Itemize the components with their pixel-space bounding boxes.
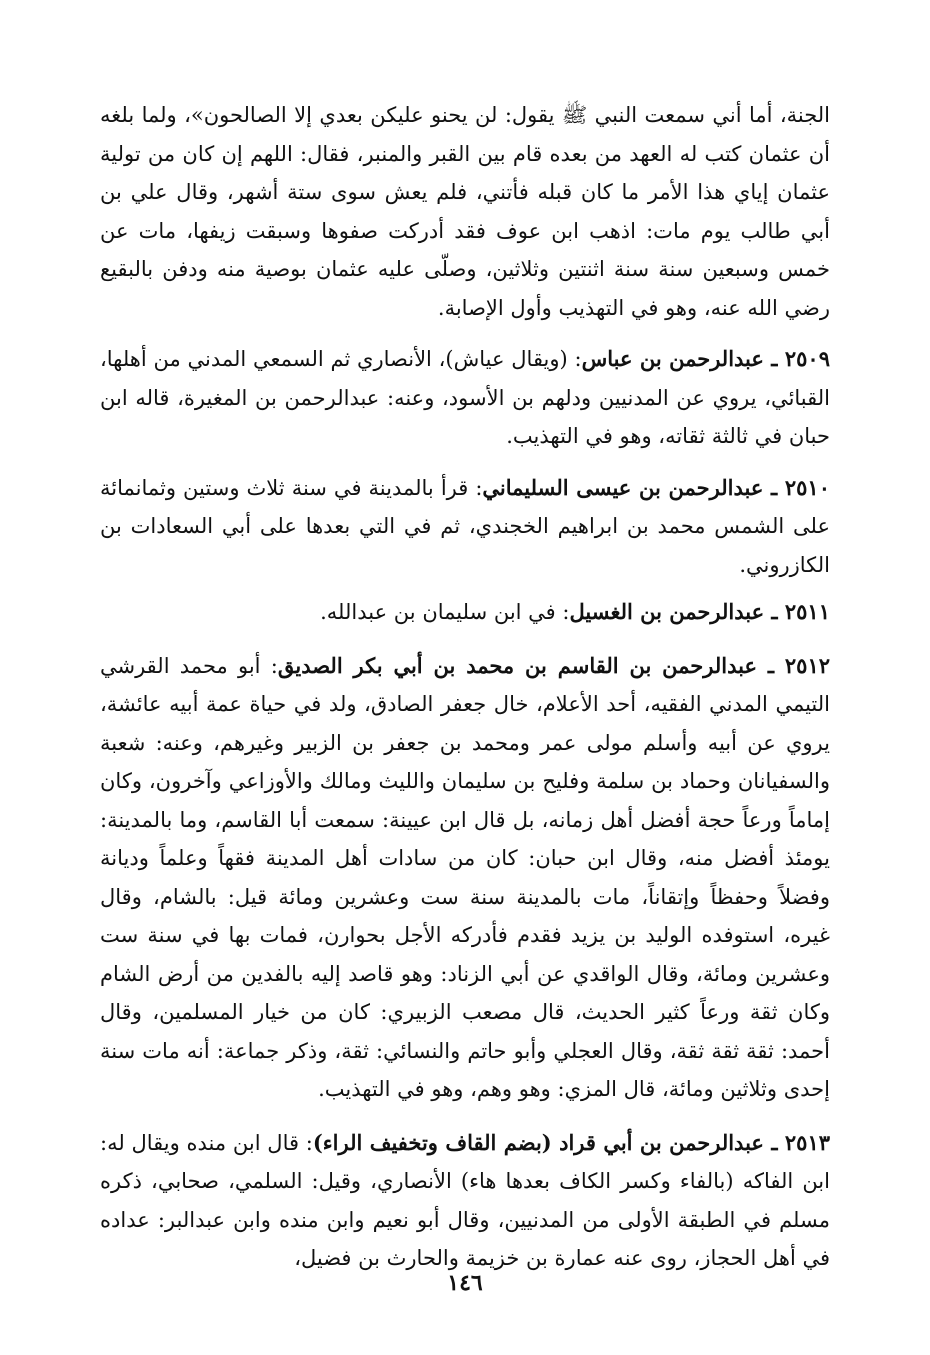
entry-body: : (ويقال عياش)، الأنصاري ثم السمعي المدني من أهلها، القبائي، يروي عن المدنيين ودلهم بن الأسود، وعنه: عبدالرحمن بن المغيرة، قاله ابن حبان في ثالثة ثقاته، وهو في التهذيب. [100, 347, 830, 448]
entry-body: : قرأ بالمدينة في سنة ثلاث وستين وثمانمائة على الشمس محمد بن ابراهيم الخجندي، ثم في التي بعدها على أبي السعادات بن الكازروني. [100, 475, 830, 577]
entry-heading: ٢٥١٠ ـ عبدالرحمن بن عيسى السليماني [482, 474, 830, 500]
entry-body: : قال ابن منده ويقال له: ابن الفاكه (بالفاء وكسر الكاف بعدها هاء) الأنصاري، وقيل: السلمي، صحابي، ذكره مسلم في الطبقة الأولى من المدنيين، وقال أبو نعيم وابن منده وابن عبدالبر: عداده في أهل الحجاز، روى عنه عمارة بن خزيمة والحارث بن فضيل، [100, 1130, 830, 1270]
entry-2511 [100, 593, 830, 632]
entry-2510 [100, 469, 830, 585]
main-text [100, 96, 830, 1278]
entry-body: : أبو محمد القرشي التيمي المدني الفقيه، أحد الأعلام، خال جعفر الصادق، ولد في حياة عمة أبيه عائشة، يروي عن أبيه وأسلم مولى عمر ومحمد بن جعفر بن الزبير وغيرهم، وعنه: شعبة والسفيانان وحماد بن سلمة وفليح بن سليمان والليث ومالك والأوزاعي وآخرون، وكان إماماً ورعاً حجة أفضل أهل زمانه، بل قال ابن عيينة: سمعت أبا القاسم، وما بالمدينة: يومئذ أفضل منه، وقال ابن حبان: كان من سادات أهل المدينة فقهاً وعلماً وديانة وفضلاً وحفظاً وإتقاناً، مات بالمدينة سنة ست وعشرين ومائة قيل: بالشام، وقال غيره، استوفده الوليد بن يزيد فقدم فأدركه الأجل بحوارن، فمات بها في سنة ست وعشرين ومائة، وقال الواقدي عن أبي الزناد: وهو قاصد إليه بالفدين من أرض الشام وكان ثقة ورعاً كثير الحديث، قال مصعب الزبيري: كان من خيار المسلمين، وقال أحمد: ثقة ثقة ثقة، وقال العجلي وأبو حاتم والنسائي: ثقة، وذكر جماعة: أنه مات سنة إحدى وثلاثين ومائة، قال المزي: وهو وهم، وهو في التهذيب. [100, 653, 830, 1101]
entry-heading: ٢٥١٣ ـ عبدالرحمن بن أبي قراد (بضم القاف وتخفيف الراء) [312, 1129, 831, 1155]
entry-2509 [100, 340, 830, 456]
entry-body: : في ابن سليمان بن عبدالله. [320, 600, 570, 624]
entry-2512 [100, 647, 830, 1109]
entry-2513 [100, 1124, 830, 1278]
page-number: ١٤٦ [447, 1270, 483, 1296]
entry-heading: ٢٥١٢ ـ عبدالرحمن بن القاسم بن محمد بن أبي بكر الصديق [277, 652, 831, 678]
paragraph-continuation [100, 96, 830, 327]
entry-heading: ٢٥٠٩ ـ عبدالرحمن بن عباس [581, 346, 830, 371]
paragraph-text: الجنة، أما أني سمعت النبي ﷺ يقول: لن يحنو عليكن بعدي إلا الصالحون»، ولما بلغه أن عثمان كتب له العهد من بعده قام بين القبر والمنبر، فقال: اللهم إن كان من تولية عثمان إياي هذا الأمر ما كان قبله فأتني، فلم يعش سوى ستة أشهر، وقال علي بن أبي طالب يوم مات: اذهب ابن عوف فقد أدركت صفوها وسبقت زيفها، مات عن خمس وسبعين سنة سنة اثنتين وثلاثين، وصلّى عليه عثمان بوصية منه ودفن بالبقيع رضي الله عنه، وهو في التهذيب وأول الإصابة. [100, 103, 830, 320]
entry-heading: ٢٥١١ ـ عبدالرحمن بن الغسيل [569, 599, 830, 624]
